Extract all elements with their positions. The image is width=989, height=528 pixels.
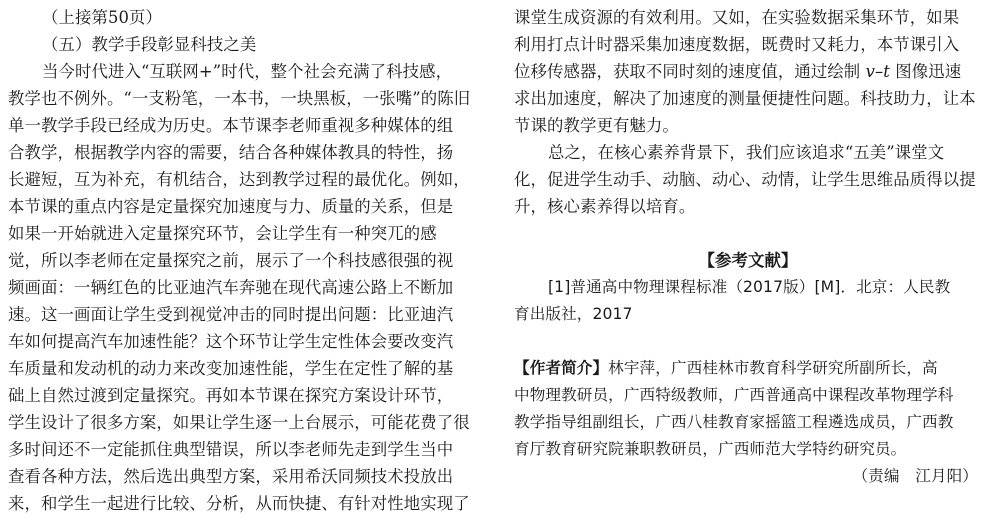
paragraph-line: 合教学，根据教学内容的需要，结合各种媒体教具的特性，扬 — [8, 143, 454, 162]
paragraph-line: 求出加速度，解决了加速度的测量便捷性问题。科技助力，让本 — [514, 89, 976, 108]
paragraph-line: 总之，在核心素养背景下，我们应该追求“五美”课堂文 — [548, 143, 945, 162]
author-line: 育厅教育研究院兼职教研员，广西师范大学特约研究员。 — [514, 440, 907, 458]
author-intro-line — [514, 355, 982, 382]
paragraph-line: 课堂生成资源的有效利用。又如，在实验数据采集环节，如果 — [514, 8, 960, 27]
paragraph-line: 觉，所以李老师在定量探究之前，展示了一个科技感很强的视 — [8, 251, 454, 270]
author-label: 【作者简介】 — [514, 359, 609, 377]
paragraph-line: 查看各种方法，然后选出典型方案，采用希沃同频技术投放出 — [8, 467, 454, 486]
continued-note: （上接第50页） — [42, 8, 162, 27]
spacer — [514, 328, 982, 355]
paragraph-line: 单一教学手段已经成为历史。本节课李老师重视多种媒体的组 — [8, 116, 454, 135]
paragraph-line: 多时间还不一定能抓住典型错误，所以李老师先走到学生当中 — [8, 440, 454, 459]
reference-line: 育出版社，2017 — [514, 305, 633, 323]
paragraph-line: 本节课的重点内容是定量探究加速度与力、质量的关系，但是 — [8, 197, 454, 216]
paragraph-line: 速。这一画面让学生受到视觉冲击的同时提出问题：比亚迪汽 — [8, 305, 454, 324]
paragraph-line: 化，促进学生动手、动脑、动心、动情，让学生思维品质得以提 — [514, 170, 976, 189]
paragraph-line: 来，和学生一起进行比较、分析，从而快捷、有针对性地实现了 — [8, 494, 470, 513]
paragraph-line: 教学也不例外。“一支粉笔，一本书，一块黑板，一张嘴”的陈旧 — [8, 89, 471, 108]
paragraph-text: 图像迅速 — [895, 62, 962, 81]
spacer — [514, 220, 982, 247]
paragraph-line: 车如何提高汽车加速性能？这个环节让学生定性体会要改变汽 — [8, 332, 454, 351]
paragraph-line: 升，核心素养得以培育。 — [514, 197, 696, 216]
paragraph-line: 车质量和发动机的动力来改变加速性能，学生在定性了解的基 — [8, 359, 454, 378]
left-column — [8, 4, 478, 517]
paragraph-line: 础上自然过渡到定量探究。再如本节课在探究方案设计环节， — [8, 386, 454, 405]
reference-line: [1]普通高中物理课程标准（2017版）[M]．北京：人民教 — [548, 278, 951, 296]
author-line: 中物理教研员，广西特级教师，广西普通高中课程改革物理学科 — [514, 386, 954, 404]
paragraph-line: 利用打点计时器采集加速度数据，既费时又耗力，本节课引入 — [514, 35, 960, 54]
author-line: 教学指导组副组长，广西八桂教育家摇篮工程遴选成员，广西教 — [514, 413, 954, 431]
paragraph-line: 节课的教学更有魅力。 — [514, 116, 679, 135]
paragraph-line: 频画面：一辆红色的比亚迪汽车奔驰在现代高速公路上不断加 — [8, 278, 454, 297]
paragraph-line-vt — [514, 58, 982, 85]
paragraph-line: 当今时代进入“互联网+”时代，整个社会充满了科技感， — [42, 62, 453, 81]
section-heading: （五）教学手段彰显科技之美 — [42, 35, 257, 54]
paragraph-text: 位移传感器，获取不同时刻的速度值，通过绘制 — [514, 62, 861, 81]
editor-note: （责编 江月阳） — [852, 467, 978, 485]
right-column — [514, 4, 982, 490]
references-heading: 【参考文献】 — [698, 251, 798, 270]
vt-symbol: v–t — [865, 62, 890, 81]
author-text: 林宇萍，广西桂林市教育科学研究所副所长，高 — [608, 359, 938, 377]
paragraph-line: 长避短，互为补充，有机结合，达到教学过程的最优化。例如， — [8, 170, 470, 189]
paragraph-line: 如果一开始就进入定量探究环节，会让学生有一种突兀的感 — [8, 224, 437, 243]
paragraph-line: 学生设计了很多方案，如果让学生逐一上台展示，可能花费了很 — [8, 413, 470, 432]
